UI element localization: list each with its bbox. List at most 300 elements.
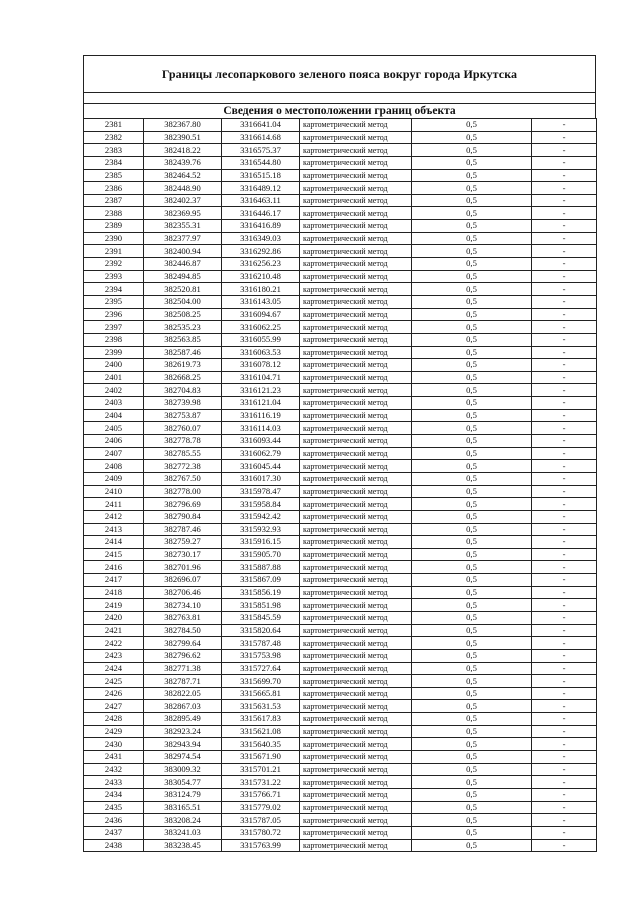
y-coordinate-cell: 3316515.18 bbox=[222, 169, 300, 182]
precision-cell: 0,5 bbox=[412, 194, 532, 207]
point-number-cell: 2420 bbox=[84, 611, 144, 624]
document-sheet bbox=[83, 55, 596, 852]
x-coordinate-cell: 382753.87 bbox=[144, 409, 222, 422]
y-coordinate-cell: 3316078.12 bbox=[222, 359, 300, 372]
document-subtitle: Сведения о местоположении границ объекта bbox=[223, 105, 456, 117]
table-row bbox=[84, 308, 597, 321]
x-coordinate-cell: 382400.94 bbox=[144, 245, 222, 258]
y-coordinate-cell: 3316641.04 bbox=[222, 119, 300, 132]
y-coordinate-cell: 3315779.02 bbox=[222, 801, 300, 814]
precision-cell: 0,5 bbox=[412, 826, 532, 839]
precision-cell: 0,5 bbox=[412, 523, 532, 536]
precision-cell: 0,5 bbox=[412, 321, 532, 334]
y-coordinate-cell: 3315780.72 bbox=[222, 826, 300, 839]
title-block bbox=[83, 55, 596, 92]
precision-cell: 0,5 bbox=[412, 485, 532, 498]
x-coordinate-cell: 382785.55 bbox=[144, 447, 222, 460]
extra-cell: - bbox=[532, 409, 597, 422]
x-coordinate-cell: 382734.10 bbox=[144, 599, 222, 612]
method-cell: картометрический метод bbox=[300, 611, 412, 624]
method-cell: картометрический метод bbox=[300, 738, 412, 751]
extra-cell: - bbox=[532, 144, 597, 157]
y-coordinate-cell: 3316114.03 bbox=[222, 422, 300, 435]
point-number-cell: 2391 bbox=[84, 245, 144, 258]
precision-cell: 0,5 bbox=[412, 131, 532, 144]
precision-cell: 0,5 bbox=[412, 245, 532, 258]
method-cell: картометрический метод bbox=[300, 839, 412, 852]
point-number-cell: 2385 bbox=[84, 169, 144, 182]
extra-cell: - bbox=[532, 763, 597, 776]
point-number-cell: 2414 bbox=[84, 536, 144, 549]
y-coordinate-cell: 3315887.88 bbox=[222, 561, 300, 574]
precision-cell: 0,5 bbox=[412, 220, 532, 233]
method-cell: картометрический метод bbox=[300, 156, 412, 169]
point-number-cell: 2422 bbox=[84, 637, 144, 650]
x-coordinate-cell: 382504.00 bbox=[144, 295, 222, 308]
y-coordinate-cell: 3315763.99 bbox=[222, 839, 300, 852]
extra-cell: - bbox=[532, 220, 597, 233]
table-row bbox=[84, 675, 597, 688]
extra-cell: - bbox=[532, 308, 597, 321]
precision-cell: 0,5 bbox=[412, 371, 532, 384]
extra-cell: - bbox=[532, 194, 597, 207]
point-number-cell: 2398 bbox=[84, 333, 144, 346]
x-coordinate-cell: 382730.17 bbox=[144, 548, 222, 561]
precision-cell: 0,5 bbox=[412, 182, 532, 195]
y-coordinate-cell: 3315845.59 bbox=[222, 611, 300, 624]
precision-cell: 0,5 bbox=[412, 662, 532, 675]
extra-cell: - bbox=[532, 156, 597, 169]
y-coordinate-cell: 3315701.21 bbox=[222, 763, 300, 776]
point-number-cell: 2392 bbox=[84, 258, 144, 271]
x-coordinate-cell: 382778.78 bbox=[144, 435, 222, 448]
extra-cell: - bbox=[532, 371, 597, 384]
x-coordinate-cell: 383165.51 bbox=[144, 801, 222, 814]
y-coordinate-cell: 3316349.03 bbox=[222, 232, 300, 245]
table-row bbox=[84, 460, 597, 473]
method-cell: картометрический метод bbox=[300, 586, 412, 599]
y-coordinate-cell: 3315631.53 bbox=[222, 700, 300, 713]
method-cell: картометрический метод bbox=[300, 523, 412, 536]
method-cell: картометрический метод bbox=[300, 776, 412, 789]
table-row bbox=[84, 687, 597, 700]
x-coordinate-cell: 382943.94 bbox=[144, 738, 222, 751]
x-coordinate-cell: 382696.07 bbox=[144, 574, 222, 587]
table-row bbox=[84, 725, 597, 738]
method-cell: картометрический метод bbox=[300, 409, 412, 422]
table-row bbox=[84, 700, 597, 713]
y-coordinate-cell: 3316489.12 bbox=[222, 182, 300, 195]
method-cell: картометрический метод bbox=[300, 675, 412, 688]
table-row bbox=[84, 498, 597, 511]
table-row bbox=[84, 826, 597, 839]
x-coordinate-cell: 383009.32 bbox=[144, 763, 222, 776]
point-number-cell: 2395 bbox=[84, 295, 144, 308]
x-coordinate-cell: 382520.81 bbox=[144, 283, 222, 296]
table-row bbox=[84, 232, 597, 245]
extra-cell: - bbox=[532, 738, 597, 751]
extra-cell: - bbox=[532, 586, 597, 599]
table-row bbox=[84, 220, 597, 233]
y-coordinate-cell: 3316292.86 bbox=[222, 245, 300, 258]
x-coordinate-cell: 383208.24 bbox=[144, 814, 222, 827]
extra-cell: - bbox=[532, 548, 597, 561]
table-row bbox=[84, 283, 597, 296]
precision-cell: 0,5 bbox=[412, 460, 532, 473]
extra-cell: - bbox=[532, 384, 597, 397]
method-cell: картометрический метод bbox=[300, 447, 412, 460]
precision-cell: 0,5 bbox=[412, 713, 532, 726]
precision-cell: 0,5 bbox=[412, 346, 532, 359]
table-row bbox=[84, 763, 597, 776]
point-number-cell: 2406 bbox=[84, 435, 144, 448]
extra-cell: - bbox=[532, 232, 597, 245]
y-coordinate-cell: 3315856.19 bbox=[222, 586, 300, 599]
y-coordinate-cell: 3316143.05 bbox=[222, 295, 300, 308]
method-cell: картометрический метод bbox=[300, 472, 412, 485]
table-row bbox=[84, 447, 597, 460]
table-row bbox=[84, 801, 597, 814]
x-coordinate-cell: 382619.73 bbox=[144, 359, 222, 372]
method-cell: картометрический метод bbox=[300, 131, 412, 144]
y-coordinate-cell: 3315665.81 bbox=[222, 687, 300, 700]
point-number-cell: 2381 bbox=[84, 119, 144, 132]
y-coordinate-cell: 3316416.89 bbox=[222, 220, 300, 233]
extra-cell: - bbox=[532, 422, 597, 435]
point-number-cell: 2388 bbox=[84, 207, 144, 220]
method-cell: картометрический метод bbox=[300, 220, 412, 233]
method-cell: картометрический метод bbox=[300, 485, 412, 498]
method-cell: картометрический метод bbox=[300, 763, 412, 776]
point-number-cell: 2410 bbox=[84, 485, 144, 498]
point-number-cell: 2421 bbox=[84, 624, 144, 637]
table-row bbox=[84, 548, 597, 561]
table-row bbox=[84, 523, 597, 536]
method-cell: картометрический метод bbox=[300, 245, 412, 258]
table-row bbox=[84, 776, 597, 789]
y-coordinate-cell: 3316093.44 bbox=[222, 435, 300, 448]
table-row bbox=[84, 788, 597, 801]
point-number-cell: 2423 bbox=[84, 649, 144, 662]
y-coordinate-cell: 3315766.71 bbox=[222, 788, 300, 801]
table-row bbox=[84, 169, 597, 182]
extra-cell: - bbox=[532, 270, 597, 283]
precision-cell: 0,5 bbox=[412, 207, 532, 220]
table-row bbox=[84, 586, 597, 599]
x-coordinate-cell: 382494.85 bbox=[144, 270, 222, 283]
y-coordinate-cell: 3315617.83 bbox=[222, 713, 300, 726]
table-row bbox=[84, 536, 597, 549]
y-coordinate-cell: 3316544.80 bbox=[222, 156, 300, 169]
x-coordinate-cell: 382796.62 bbox=[144, 649, 222, 662]
point-number-cell: 2429 bbox=[84, 725, 144, 738]
point-number-cell: 2408 bbox=[84, 460, 144, 473]
table-row bbox=[84, 649, 597, 662]
table-row bbox=[84, 119, 597, 132]
extra-cell: - bbox=[532, 662, 597, 675]
table-row bbox=[84, 409, 597, 422]
extra-cell: - bbox=[532, 599, 597, 612]
precision-cell: 0,5 bbox=[412, 700, 532, 713]
point-number-cell: 2413 bbox=[84, 523, 144, 536]
subtitle-block bbox=[83, 103, 596, 118]
x-coordinate-cell: 382760.07 bbox=[144, 422, 222, 435]
x-coordinate-cell: 383241.03 bbox=[144, 826, 222, 839]
table-row bbox=[84, 333, 597, 346]
method-cell: картометрический метод bbox=[300, 397, 412, 410]
extra-cell: - bbox=[532, 359, 597, 372]
method-cell: картометрический метод bbox=[300, 574, 412, 587]
y-coordinate-cell: 3315942.42 bbox=[222, 510, 300, 523]
table-row bbox=[84, 422, 597, 435]
precision-cell: 0,5 bbox=[412, 624, 532, 637]
method-cell: картометрический метод bbox=[300, 119, 412, 132]
point-number-cell: 2394 bbox=[84, 283, 144, 296]
y-coordinate-cell: 3316017.30 bbox=[222, 472, 300, 485]
method-cell: картометрический метод bbox=[300, 725, 412, 738]
precision-cell: 0,5 bbox=[412, 498, 532, 511]
table-row bbox=[84, 561, 597, 574]
precision-cell: 0,5 bbox=[412, 738, 532, 751]
y-coordinate-cell: 3315820.64 bbox=[222, 624, 300, 637]
x-coordinate-cell: 382439.76 bbox=[144, 156, 222, 169]
method-cell: картометрический метод bbox=[300, 826, 412, 839]
point-number-cell: 2433 bbox=[84, 776, 144, 789]
x-coordinate-cell: 382771.38 bbox=[144, 662, 222, 675]
y-coordinate-cell: 3315932.93 bbox=[222, 523, 300, 536]
extra-cell: - bbox=[532, 637, 597, 650]
y-coordinate-cell: 3315905.70 bbox=[222, 548, 300, 561]
x-coordinate-cell: 382739.98 bbox=[144, 397, 222, 410]
extra-cell: - bbox=[532, 295, 597, 308]
x-coordinate-cell: 382974.54 bbox=[144, 751, 222, 764]
y-coordinate-cell: 3315727.64 bbox=[222, 662, 300, 675]
precision-cell: 0,5 bbox=[412, 586, 532, 599]
table-row bbox=[84, 485, 597, 498]
extra-cell: - bbox=[532, 207, 597, 220]
extra-cell: - bbox=[532, 687, 597, 700]
extra-cell: - bbox=[532, 182, 597, 195]
point-number-cell: 2389 bbox=[84, 220, 144, 233]
extra-cell: - bbox=[532, 611, 597, 624]
method-cell: картометрический метод bbox=[300, 498, 412, 511]
point-number-cell: 2402 bbox=[84, 384, 144, 397]
point-number-cell: 2407 bbox=[84, 447, 144, 460]
table-row bbox=[84, 182, 597, 195]
point-number-cell: 2426 bbox=[84, 687, 144, 700]
precision-cell: 0,5 bbox=[412, 308, 532, 321]
x-coordinate-cell: 383124.79 bbox=[144, 788, 222, 801]
precision-cell: 0,5 bbox=[412, 232, 532, 245]
extra-cell: - bbox=[532, 675, 597, 688]
precision-cell: 0,5 bbox=[412, 397, 532, 410]
y-coordinate-cell: 3316256.23 bbox=[222, 258, 300, 271]
precision-cell: 0,5 bbox=[412, 169, 532, 182]
point-number-cell: 2401 bbox=[84, 371, 144, 384]
extra-cell: - bbox=[532, 510, 597, 523]
precision-cell: 0,5 bbox=[412, 435, 532, 448]
precision-cell: 0,5 bbox=[412, 763, 532, 776]
point-number-cell: 2438 bbox=[84, 839, 144, 852]
y-coordinate-cell: 3316116.19 bbox=[222, 409, 300, 422]
point-number-cell: 2436 bbox=[84, 814, 144, 827]
table-row bbox=[84, 144, 597, 157]
extra-cell: - bbox=[532, 346, 597, 359]
method-cell: картометрический метод bbox=[300, 333, 412, 346]
y-coordinate-cell: 3316446.17 bbox=[222, 207, 300, 220]
y-coordinate-cell: 3316045.44 bbox=[222, 460, 300, 473]
method-cell: картометрический метод bbox=[300, 384, 412, 397]
extra-cell: - bbox=[532, 397, 597, 410]
method-cell: картометрический метод bbox=[300, 270, 412, 283]
extra-cell: - bbox=[532, 283, 597, 296]
precision-cell: 0,5 bbox=[412, 472, 532, 485]
x-coordinate-cell: 382355.31 bbox=[144, 220, 222, 233]
y-coordinate-cell: 3316063.53 bbox=[222, 346, 300, 359]
table-row bbox=[84, 131, 597, 144]
point-number-cell: 2412 bbox=[84, 510, 144, 523]
point-number-cell: 2415 bbox=[84, 548, 144, 561]
point-number-cell: 2434 bbox=[84, 788, 144, 801]
y-coordinate-cell: 3315958.84 bbox=[222, 498, 300, 511]
method-cell: картометрический метод bbox=[300, 713, 412, 726]
x-coordinate-cell: 382799.64 bbox=[144, 637, 222, 650]
table-row bbox=[84, 346, 597, 359]
point-number-cell: 2437 bbox=[84, 826, 144, 839]
point-number-cell: 2424 bbox=[84, 662, 144, 675]
table-row bbox=[84, 574, 597, 587]
x-coordinate-cell: 382563.85 bbox=[144, 333, 222, 346]
method-cell: картометрический метод bbox=[300, 422, 412, 435]
precision-cell: 0,5 bbox=[412, 599, 532, 612]
extra-cell: - bbox=[532, 258, 597, 271]
method-cell: картометрический метод bbox=[300, 801, 412, 814]
boundary-coordinates-table bbox=[83, 118, 597, 852]
point-number-cell: 2396 bbox=[84, 308, 144, 321]
y-coordinate-cell: 3315671.90 bbox=[222, 751, 300, 764]
method-cell: картометрический метод bbox=[300, 207, 412, 220]
method-cell: картометрический метод bbox=[300, 649, 412, 662]
precision-cell: 0,5 bbox=[412, 801, 532, 814]
y-coordinate-cell: 3315851.98 bbox=[222, 599, 300, 612]
method-cell: картометрический метод bbox=[300, 308, 412, 321]
table-row bbox=[84, 384, 597, 397]
method-cell: картометрический метод bbox=[300, 295, 412, 308]
point-number-cell: 2387 bbox=[84, 194, 144, 207]
precision-cell: 0,5 bbox=[412, 561, 532, 574]
table-row bbox=[84, 751, 597, 764]
y-coordinate-cell: 3316463.11 bbox=[222, 194, 300, 207]
point-number-cell: 2428 bbox=[84, 713, 144, 726]
extra-cell: - bbox=[532, 321, 597, 334]
x-coordinate-cell: 382418.22 bbox=[144, 144, 222, 157]
y-coordinate-cell: 3315787.05 bbox=[222, 814, 300, 827]
extra-cell: - bbox=[532, 776, 597, 789]
precision-cell: 0,5 bbox=[412, 776, 532, 789]
method-cell: картометрический метод bbox=[300, 814, 412, 827]
x-coordinate-cell: 382535.23 bbox=[144, 321, 222, 334]
method-cell: картометрический метод bbox=[300, 283, 412, 296]
x-coordinate-cell: 382390.51 bbox=[144, 131, 222, 144]
x-coordinate-cell: 382367.80 bbox=[144, 119, 222, 132]
y-coordinate-cell: 3316121.23 bbox=[222, 384, 300, 397]
method-cell: картометрический метод bbox=[300, 169, 412, 182]
table-row bbox=[84, 270, 597, 283]
x-coordinate-cell: 382668.25 bbox=[144, 371, 222, 384]
extra-cell: - bbox=[532, 523, 597, 536]
x-coordinate-cell: 382767.50 bbox=[144, 472, 222, 485]
x-coordinate-cell: 382701.96 bbox=[144, 561, 222, 574]
point-number-cell: 2416 bbox=[84, 561, 144, 574]
method-cell: картометрический метод bbox=[300, 548, 412, 561]
y-coordinate-cell: 3316614.68 bbox=[222, 131, 300, 144]
y-coordinate-cell: 3315787.48 bbox=[222, 637, 300, 650]
point-number-cell: 2393 bbox=[84, 270, 144, 283]
method-cell: картометрический метод bbox=[300, 637, 412, 650]
point-number-cell: 2431 bbox=[84, 751, 144, 764]
extra-cell: - bbox=[532, 788, 597, 801]
y-coordinate-cell: 3316121.04 bbox=[222, 397, 300, 410]
extra-cell: - bbox=[532, 751, 597, 764]
precision-cell: 0,5 bbox=[412, 637, 532, 650]
x-coordinate-cell: 382787.46 bbox=[144, 523, 222, 536]
precision-cell: 0,5 bbox=[412, 283, 532, 296]
extra-cell: - bbox=[532, 801, 597, 814]
point-number-cell: 2427 bbox=[84, 700, 144, 713]
precision-cell: 0,5 bbox=[412, 788, 532, 801]
y-coordinate-cell: 3316062.79 bbox=[222, 447, 300, 460]
table-row bbox=[84, 207, 597, 220]
x-coordinate-cell: 382784.50 bbox=[144, 624, 222, 637]
extra-cell: - bbox=[532, 826, 597, 839]
method-cell: картометрический метод bbox=[300, 346, 412, 359]
extra-cell: - bbox=[532, 814, 597, 827]
extra-cell: - bbox=[532, 700, 597, 713]
extra-cell: - bbox=[532, 498, 597, 511]
precision-cell: 0,5 bbox=[412, 548, 532, 561]
table-row bbox=[84, 397, 597, 410]
x-coordinate-cell: 382796.69 bbox=[144, 498, 222, 511]
table-row bbox=[84, 839, 597, 852]
method-cell: картометрический метод bbox=[300, 751, 412, 764]
x-coordinate-cell: 383054.77 bbox=[144, 776, 222, 789]
x-coordinate-cell: 382772.38 bbox=[144, 460, 222, 473]
x-coordinate-cell: 382787.71 bbox=[144, 675, 222, 688]
precision-cell: 0,5 bbox=[412, 144, 532, 157]
method-cell: картометрический метод bbox=[300, 321, 412, 334]
table-row bbox=[84, 295, 597, 308]
extra-cell: - bbox=[532, 447, 597, 460]
precision-cell: 0,5 bbox=[412, 814, 532, 827]
y-coordinate-cell: 3315621.08 bbox=[222, 725, 300, 738]
table-row bbox=[84, 321, 597, 334]
extra-cell: - bbox=[532, 131, 597, 144]
point-number-cell: 2430 bbox=[84, 738, 144, 751]
point-number-cell: 2403 bbox=[84, 397, 144, 410]
y-coordinate-cell: 3315731.22 bbox=[222, 776, 300, 789]
method-cell: картометрический метод bbox=[300, 371, 412, 384]
x-coordinate-cell: 382895.49 bbox=[144, 713, 222, 726]
y-coordinate-cell: 3316094.67 bbox=[222, 308, 300, 321]
precision-cell: 0,5 bbox=[412, 119, 532, 132]
extra-cell: - bbox=[532, 333, 597, 346]
extra-cell: - bbox=[532, 119, 597, 132]
precision-cell: 0,5 bbox=[412, 295, 532, 308]
x-coordinate-cell: 382377.97 bbox=[144, 232, 222, 245]
extra-cell: - bbox=[532, 574, 597, 587]
method-cell: картометрический метод bbox=[300, 700, 412, 713]
point-number-cell: 2382 bbox=[84, 131, 144, 144]
